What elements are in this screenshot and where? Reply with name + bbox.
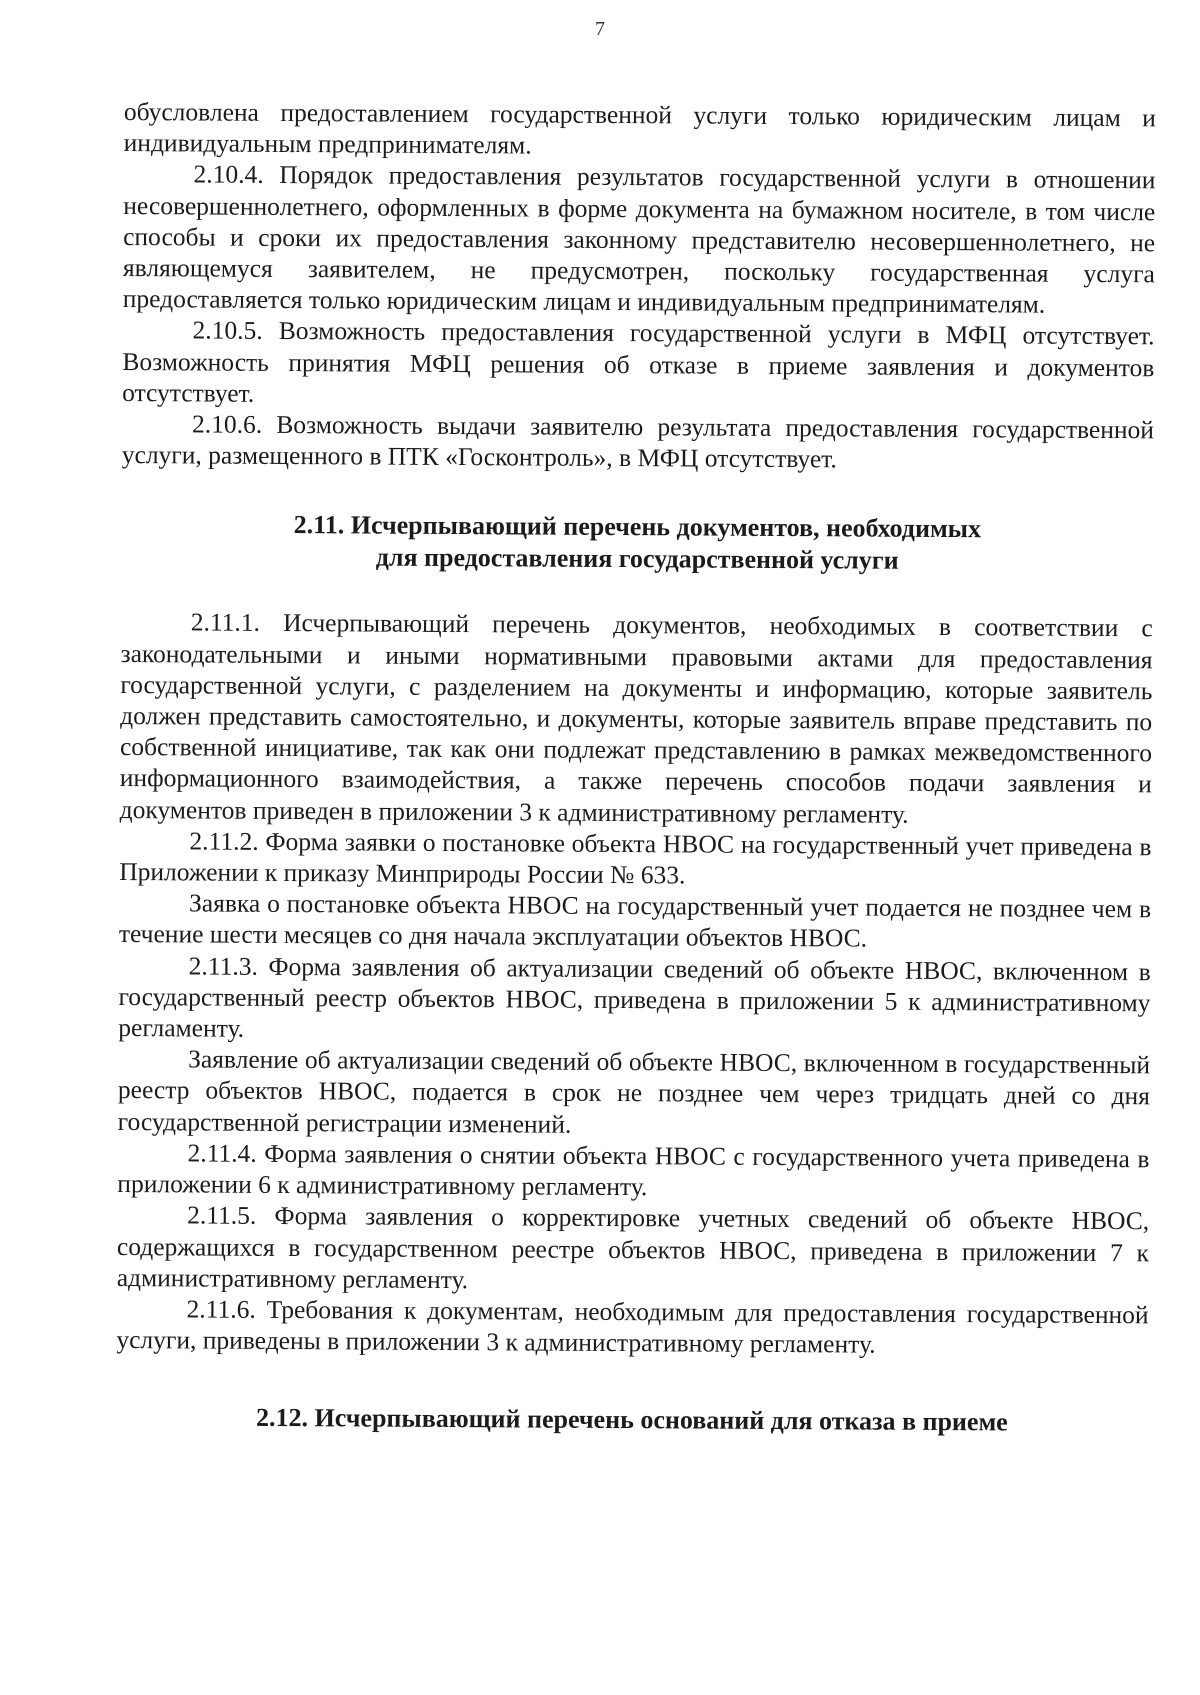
document-body [116, 96, 1156, 1440]
paragraph-2-10-5: 2.10.5. Возможность предоставления государственной услуги в МФЦ отсутствует. Возможность принятия МФЦ решения об отказе в приеме заявления и документов отсутствует. [122, 315, 1155, 408]
paragraph-2-10-4: 2.10.4. Порядок предоставления результатов государственной услуги в отношении несовершеннолетнего, оформленных в форме документа на бумажном носителе, в том числе способы и сроки их предоставления законному представителю несовершеннолетнего, не являющемуся заявителем, не предусмотрен, поскольку государственная услуга предоставляется только юридическим лицам и индивидуальным предпринимателям. [122, 159, 1156, 319]
paragraph-2-10-6: 2.10.6. Возможность выдачи заявителю результата предоставления государственной услуги, размещенного в ПТК «Госконтроль», в МФЦ отсутствует. [121, 409, 1155, 474]
paragraph-2-11-3-note: Заявление об актуализации сведений об объекте НВОС, включенном в государственный реестр объектов НВОС, подается в срок не позднее чем через тридцать дней со дня государственной регистрации изменений. [117, 1044, 1151, 1139]
paragraph-continuation: обусловлена предоставлением государственной услуги только юридическим лицам и индивидуальным предпринимателям. [123, 96, 1156, 160]
section-heading-2-12 [116, 1401, 1148, 1439]
section-heading-2-12-line1: 2.12. Исчерпывающий перечень оснований для отказа в приеме [255, 1403, 1008, 1437]
paragraph-2-11-1: 2.11.1. Исчерпывающий перечень документов, необходимых в соответствии с законодательными и иными нормативными правовыми актами для предоставления государственной услуги, с разделением на документы и информацию, которые заявитель должен представить самостоятельно, и документы, которые заявитель вправе представить по собственной инициативе, так как они подлежат представлению в рамках межведомственного информационного взаимодействия, а также перечень способов подачи заявления и документов приведен в приложении 3 к административному регламенту. [119, 607, 1153, 829]
page-number: 7 [595, 18, 605, 40]
section-heading-2-11 [121, 508, 1153, 578]
paragraph-2-11-4: 2.11.4. Форма заявления о снятии объекта НВОС с государственного учета приведена в приложении 6 к административному регламенту. [117, 1138, 1150, 1202]
paragraph-2-11-2-note: Заявка о постановке объекта НВОС на государственный учет подается не позднее чем в течение шести месяцев со дня начала эксплуатации объектов НВОС. [118, 888, 1152, 954]
paragraph-2-11-3: 2.11.3. Форма заявления об актуализации сведений об объекте НВОС, включенном в государственный реестр объектов НВОС, приведена в приложении 5 к административному регламенту. [118, 951, 1151, 1043]
section-heading-2-11-line1: 2.11. Исчерпывающий перечень документов, необходимых [293, 510, 982, 544]
paragraph-2-11-2: 2.11.2. Форма заявки о постановке объекта НВОС на государственный учет приведена в Приложении к приказу Минприроды России № 633. [119, 826, 1152, 890]
paragraph-2-11-6: 2.11.6. Требования к документам, необходимым для предоставления государственной услуги, приведены в приложении 3 к административному регламенту. [116, 1294, 1149, 1359]
section-heading-2-11-line2: для предоставления государственной услуги [375, 542, 899, 576]
paragraph-2-11-5: 2.11.5. Форма заявления о корректировке учетных сведений об объекте НВОС, содержащихся в государственном реестре объектов НВОС, приведена в приложении 7 к административному регламенту. [116, 1200, 1150, 1294]
